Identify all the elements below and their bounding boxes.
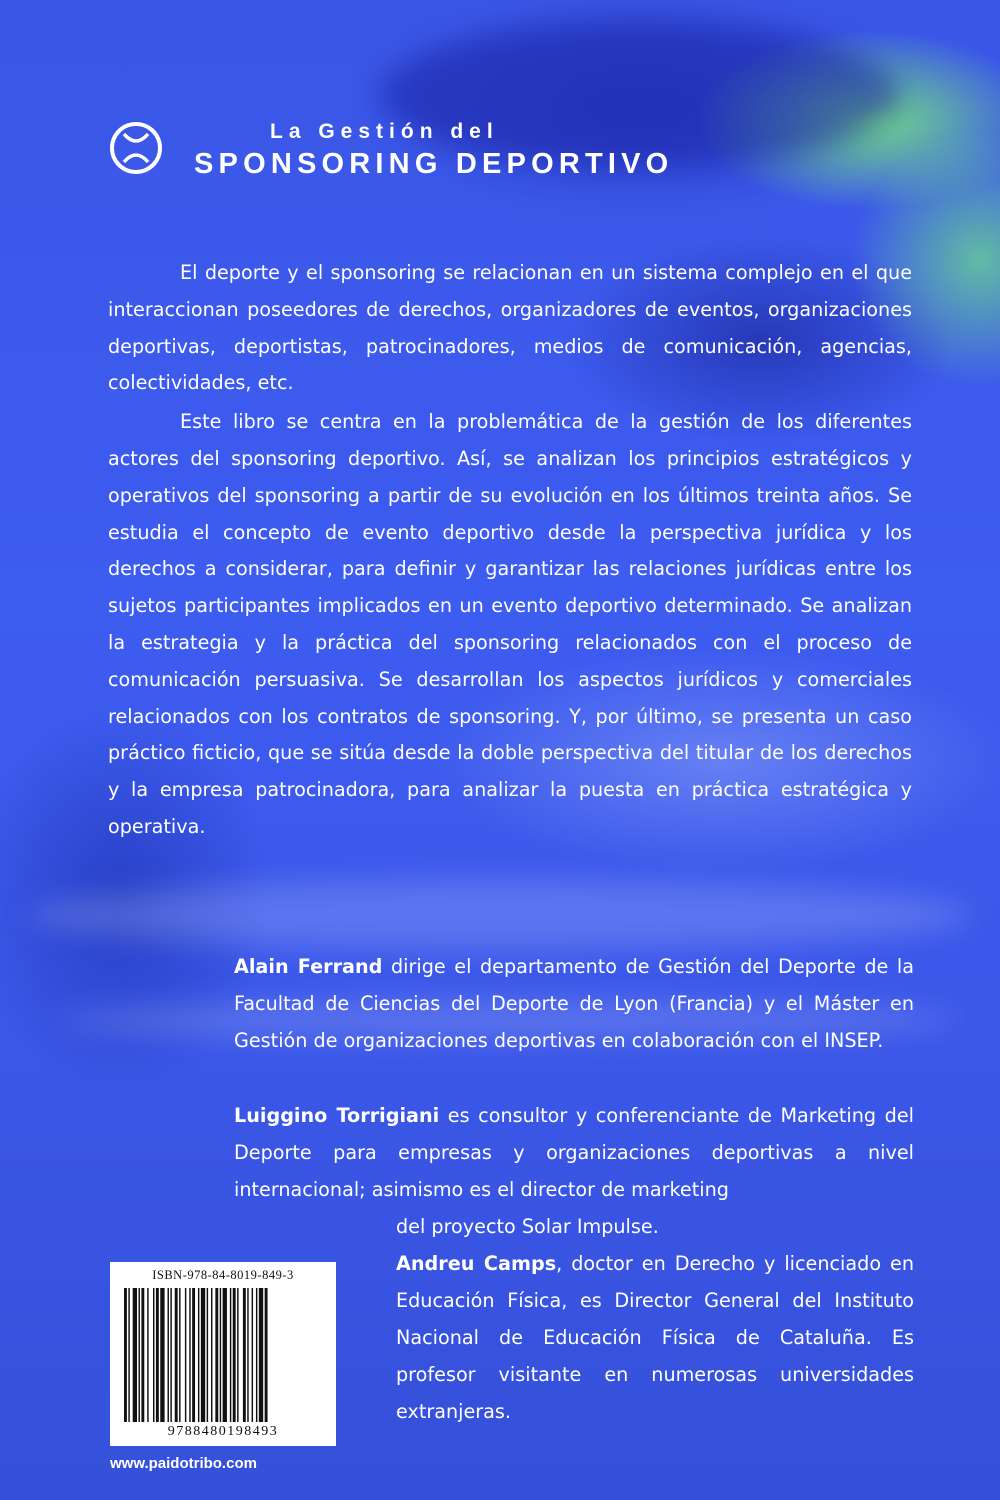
barcode-bar (207, 1288, 208, 1422)
series-title: La Gestión del (270, 120, 499, 143)
barcode-bar (201, 1288, 205, 1422)
barcode-bar (211, 1288, 212, 1422)
barcode-bar (192, 1288, 195, 1422)
author-bio-text: , doctor en Derecho y licenciado en Educación Física, es Director General del Instituto Nacional de Educación Física de Cataluña. Es profesor visitante en numerosas universidades extranjeras. (396, 1252, 914, 1423)
barcode-bar (259, 1288, 263, 1422)
barcode-bar (160, 1288, 164, 1422)
barcode-bar (237, 1288, 238, 1422)
author-bio-text: es consultor y conferenciante de Marketing del Deporte para empresas y organizaciones deportivas a nivel internacional; asimismo es el director de marketing (234, 1104, 914, 1201)
barcode-bar (189, 1288, 190, 1422)
barcode-bar (147, 1288, 148, 1422)
author-name: Andreu Camps (396, 1252, 557, 1275)
barcode-bar (198, 1288, 199, 1422)
barcode-bars (122, 1288, 324, 1422)
synopsis-paragraph: Este libro se centra en la problemática de la gestión de los diferentes actores del sponsoring deportivo. Así, se analizan los principios estratégicos y operativos del sponsoring a partir de su evolución en los últimos treinta años. Se estudia el concepto de evento deportivo desde la perspectiva jurídica y los derechos a considerar, para definir y garantizar las relaciones jurídicas entre los sujetos participantes implicados en un evento deportivo determinado. Se analizan la estrategia y la práctica del sponsoring relacionados con el proceso de comunicación persuasiva. Se desarrollan los aspectos jurídicos y comerciales relacionados con los contratos de sponsoring. Y, por último, se presenta un caso práctico ficticio, que se sitúa desde la doble perspectiva del titular de los derechos y la empresa patrocinadora, para analizar la puesta en práctica estratégica y operativa. (108, 410, 912, 838)
isbn-label: ISBN-978-84-8019-849-3 (152, 1268, 294, 1282)
barcode-bar (156, 1288, 159, 1422)
barcode-bar (252, 1288, 253, 1422)
barcode-bar (265, 1288, 268, 1422)
barcode-bar (256, 1288, 257, 1422)
barcode-bar (233, 1288, 236, 1422)
synopsis (108, 255, 912, 848)
author-bio-continuation: del proyecto Solar Impulse. (396, 1215, 659, 1238)
author-name: Luiggino Torrigiani (234, 1104, 440, 1127)
x-in-circle-icon (108, 120, 164, 176)
synopsis-paragraph: El deporte y el sponsoring se relacionan en un sistema complejo en el que interaccionan poseedores de derechos, organizadores de eventos, organizaciones deportivas, deportistas, patrocinadores, medios de comunicación, agencias, colectividades, etc. (108, 261, 912, 395)
barcode-bar (243, 1288, 246, 1422)
author-bio-text: dirige el departamento de Gestión del Deporte de la Facultad de Ciencias del Deporte de Lyon (Francia) y el Máster en Gestión de organizaciones deportivas en colaboración con el INSEP. (234, 955, 915, 1052)
barcode-bar (185, 1288, 186, 1422)
barcode-bar (247, 1288, 248, 1422)
barcode-bar (133, 1288, 137, 1422)
author-bio (234, 948, 914, 1059)
barcode-bar (168, 1288, 169, 1422)
ean-number: 9788480198493 (167, 1424, 279, 1439)
author-name: Alain Ferrand (234, 955, 383, 978)
publisher-website: www.paidotribo.com (110, 1455, 257, 1472)
barcode-bar (170, 1288, 171, 1422)
barcode-bar (220, 1288, 221, 1422)
author-bio (234, 1097, 914, 1208)
barcode-bar (124, 1288, 127, 1422)
barcode-bar (175, 1288, 178, 1422)
barcode-bar (139, 1288, 140, 1422)
author-bio (396, 1245, 914, 1430)
background-blur-shape (30, 880, 970, 950)
barcode-bar (128, 1288, 129, 1422)
barcode (110, 1262, 336, 1446)
barcode-bar (179, 1288, 180, 1422)
barcode-bar (230, 1288, 231, 1422)
barcode-bar (153, 1288, 154, 1422)
book-title: SPONSORING DEPORTIVO (194, 148, 674, 180)
barcode-bar (141, 1288, 144, 1422)
barcode-bar (215, 1288, 218, 1422)
barcode-bar (223, 1288, 227, 1422)
